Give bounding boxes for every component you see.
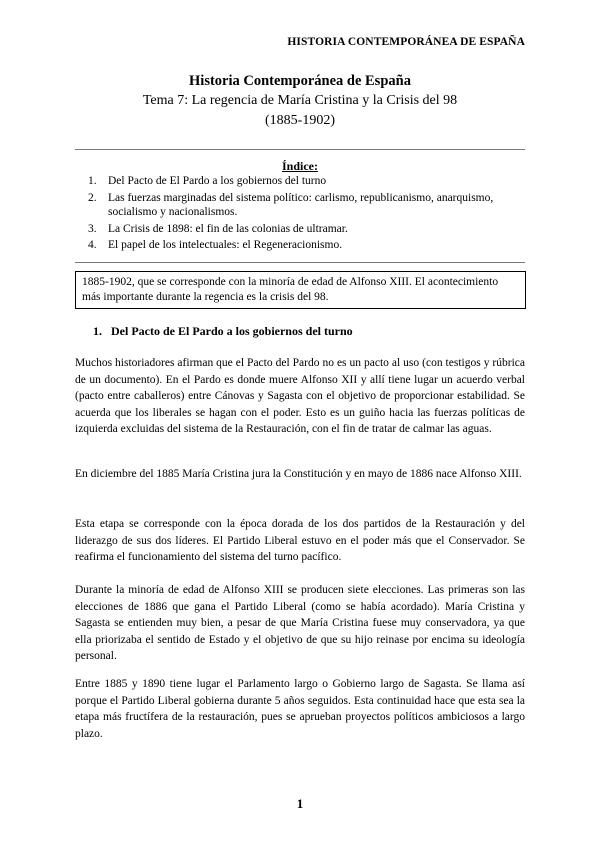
- index-item-number: 1.: [88, 175, 97, 187]
- document-subtitle: Tema 7: La regencia de María Cristina y la Crisis del 98: [142, 93, 458, 108]
- top-divider: [75, 149, 525, 150]
- document-dates: (1885-1902): [265, 113, 335, 128]
- body-paragraph: En diciembre del 1885 María Cristina jura la Constitución y en mayo de 1886 nace Alfonso XIII.: [75, 468, 522, 480]
- section-title: Del Pacto de El Pardo a los gobiernos del turno: [111, 324, 353, 338]
- index-item-number: 2.: [88, 191, 97, 204]
- index-list: [88, 174, 525, 255]
- index-item-number: 3.: [88, 222, 97, 235]
- body-paragraph: Entre 1885 y 1890 tiene lugar el Parlamento largo o Gobierno largo de Sagasta. Se llama así porque el Partido Liberal gobierna durante 5 años seguidos. Esta continuidad hace que esta sea la etapa más fructífera de la restauración, pues se aprueban proyectos políticos ambiciosos a largo plazo.: [75, 678, 525, 740]
- index-item: [88, 222, 525, 237]
- index-item-text: El papel de los intelectuales: el Regeneracionismo.: [108, 239, 343, 251]
- body-paragraph: Muchos historiadores afirman que el Pacto del Pardo no es un pacto al uso (con testigos y rúbrica de un documento). En el Pardo es donde muere Alfonso XII y allí tiene lugar un acuerdo verbal (pacto entre caballeros) entre Cánovas y Sagasta con el objetivo de proporcionar estabilidad. Se acuerda que los liberales se hagan con el poder. Esto es un guiño hacia las fuerzas políticas de izquierda excluidas del sistema de la Restauración, con el fin de tratar de calmar las aguas.: [75, 357, 525, 435]
- index-divider: [75, 262, 525, 263]
- index-item: [88, 174, 525, 189]
- index-item: [88, 191, 525, 220]
- index-heading: Índice:: [282, 159, 318, 173]
- index-item-text: Las fuerzas marginadas del sistema político: carlismo, republicanismo, anarquismo, socialismo y nacionalismos.: [108, 191, 494, 218]
- index-item: [88, 238, 525, 253]
- section-number: 1.: [93, 324, 102, 338]
- index-item-number: 4.: [88, 239, 97, 251]
- index-item-text: La Crisis de 1898: el fin de las colonias de ultramar.: [108, 222, 348, 235]
- body-paragraph: Durante la minoría de edad de Alfonso XIII se producen siete elecciones. Las primeras son las elecciones de 1886 que gana el Partido Liberal (como se había acordado). María Cristina y Sagasta se entienden muy bien, a pesar de que María Cristina fuese muy conservadora, ya que ella priorizaba el sentido de Estado y el objetivo de que su hijo reinase por encima su ideología personal.: [75, 584, 525, 662]
- page-number: 1: [296, 796, 304, 811]
- document-title: Historia Contemporánea de España: [189, 73, 411, 89]
- body-paragraph: Esta etapa se corresponde con la época dorada de los dos partidos de la Restauración y del liderazgo de sus dos líderes. El Partido Liberal estuvo en el poder más que el Conservador. Se reafirma el funcionamiento del sistema del turno pacífico.: [75, 518, 525, 563]
- index-item-text: Del Pacto de El Pardo a los gobiernos del turno: [108, 175, 327, 187]
- running-header: HISTORIA CONTEMPORÁNEA DE ESPAÑA: [287, 36, 525, 48]
- section-heading: [93, 324, 353, 339]
- title-block: [75, 72, 525, 131]
- summary-box: 1885-1902, que se corresponde con la minoría de edad de Alfonso XIII. El acontecimiento más importante durante la regencia es la crisis del 98.: [75, 271, 526, 309]
